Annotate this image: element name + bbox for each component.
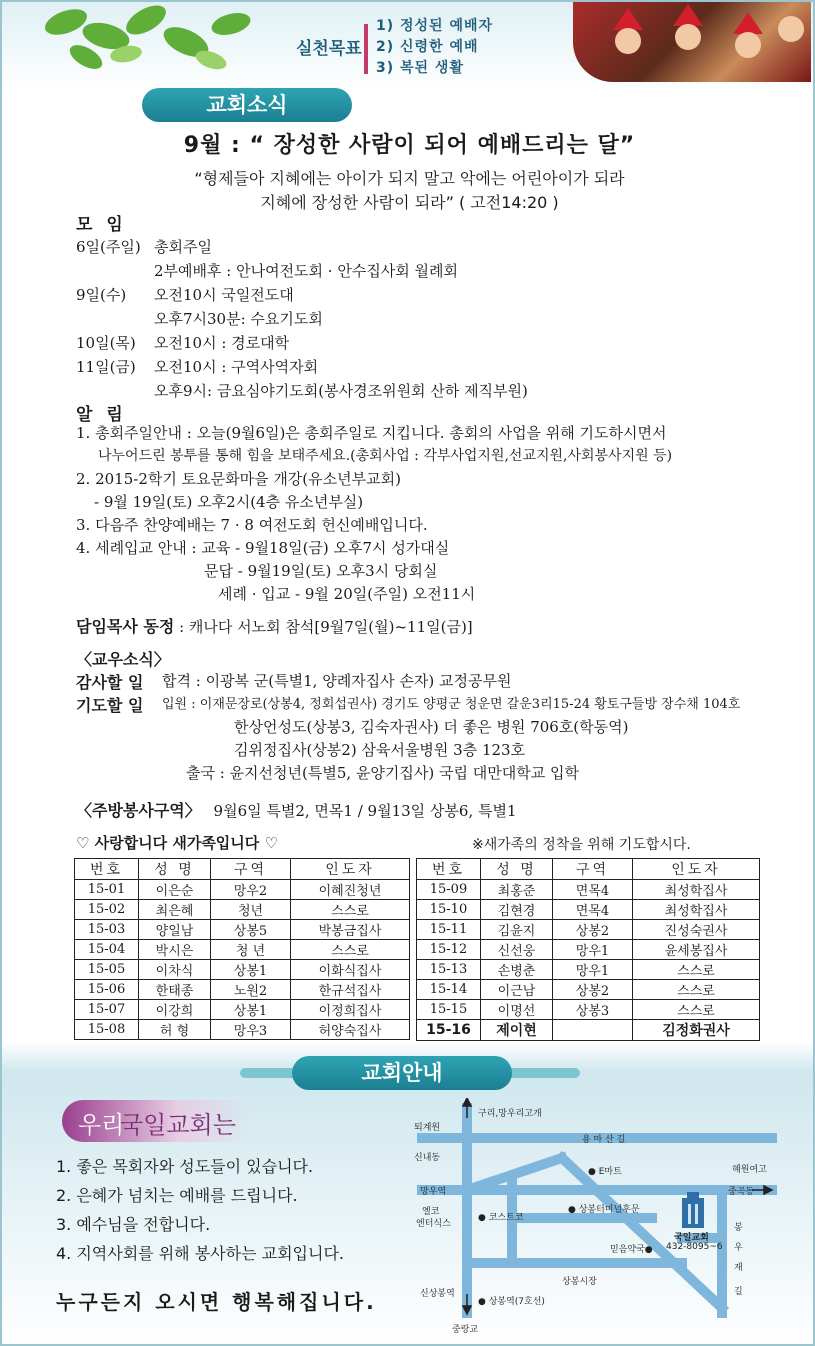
newcomers-table-left: [74, 858, 410, 1040]
kitchen-service-label: 〈주방봉사구역〉: [76, 801, 201, 820]
cell-district: 노원2: [211, 980, 291, 1000]
cell-name: 최홍준: [481, 880, 553, 900]
meeting-day: 10일(목): [76, 334, 136, 352]
map-label: 망우역: [420, 1187, 447, 1197]
notice-line: 나누어드린 봉투를 통해 힘을 보태주세요.(총회사업 : 각부사업지원,선교지원,사회봉사지원 등): [98, 448, 673, 464]
theme-quote-line2: 지혜에 장성한 사람이 되라” ( 고전14:20 ): [260, 193, 559, 212]
col-header: 구역: [211, 859, 291, 880]
table-row: [417, 1000, 760, 1020]
meeting-text: 2부예배후 : 안나여전도회 · 안수집사회 월례회: [154, 262, 459, 280]
cell-name: 김윤지: [481, 920, 553, 940]
cell-no: 15-06: [75, 980, 139, 1000]
map-label: ● 상봉역(7호선): [478, 1297, 545, 1307]
map-label: ● 상봉터미널후문: [568, 1205, 640, 1215]
col-header: 번호: [417, 859, 481, 880]
notice-line: 3. 다음주 찬양예배는 7 · 8 여전도회 헌신예배입니다.: [76, 516, 428, 534]
kitchen-service-text: 9월6일 특별2, 면목1 / 9월13일 상봉6, 특별1: [213, 802, 517, 820]
cell-no: 15-11: [417, 920, 481, 940]
map-label: 상봉시장: [562, 1277, 597, 1287]
table-row: [75, 880, 410, 900]
pray-line: 한상언성도(상봉3, 김숙자권사) 더 좋은 병원 706호(학동역): [234, 718, 629, 736]
cell-guide: 김정화권사: [633, 1020, 760, 1041]
map-label: 믿음약국●: [610, 1245, 653, 1255]
map-label: 신상봉역: [420, 1289, 455, 1299]
cell-district: 망우2: [211, 880, 291, 900]
month-theme-title: 9월 : “ 장성한 사람이 되어 예배드리는 달”: [183, 133, 636, 158]
cell-guide: 이혜진청년: [291, 880, 410, 900]
pray-label: 기도할 일: [76, 696, 144, 715]
notice-line: 4. 세례입교 안내 : 교육 - 9월18일(금) 오후7시 성가대실: [76, 539, 450, 557]
cell-district: [553, 1020, 633, 1041]
cell-guide: 진성숙권사: [633, 920, 760, 940]
meeting-text: 오전10시 : 구역사역자회: [154, 358, 319, 376]
thanks-label: 감사할 일: [76, 673, 144, 692]
meeting-text: 오전10시 국일전도대: [154, 286, 294, 304]
welcome-message: 누구든지 오시면 행복해집니다.: [56, 1290, 377, 1314]
col-header: 성 명: [139, 859, 211, 880]
cell-name: 한태종: [139, 980, 211, 1000]
table-row: [75, 1000, 410, 1020]
cell-no: 15-02: [75, 900, 139, 920]
cell-guide: 박봉금집사: [291, 920, 410, 940]
cell-guide: 스스로: [633, 980, 760, 1000]
cell-district: 망우1: [553, 960, 633, 980]
pray-line: 출국 : 윤지선청년(특별5, 윤양기집사) 국립 대만대학교 입학: [186, 764, 579, 782]
cell-name: 최은혜: [139, 900, 211, 920]
guide-section-label: 교회안내: [292, 1056, 512, 1090]
map-label: 신내동: [414, 1153, 441, 1163]
goals-list: [376, 16, 493, 79]
cell-name: 이차식: [139, 960, 211, 980]
cell-no: 15-13: [417, 960, 481, 980]
table-row: [417, 880, 760, 900]
col-header: 인도자: [291, 859, 410, 880]
cell-district: 상봉2: [553, 980, 633, 1000]
cell-name: 이근남: [481, 980, 553, 1000]
church-point: 4. 지역사회를 위해 봉사하는 교회입니다.: [56, 1244, 344, 1263]
church-point: 3. 예수님을 전합니다.: [56, 1215, 211, 1234]
notice-line: 1. 총회주일안내 : 오늘(9월6일)은 총회주일로 지킵니다. 총회의 사업을 위해 기도하시면서: [76, 424, 667, 442]
goal-item: 2) 신령한 예배: [376, 39, 479, 55]
cell-guide: 한규석집사: [291, 980, 410, 1000]
cell-guide: 이화식집사: [291, 960, 410, 980]
theme-quote-line1: “형제들아 지혜에는 아이가 되지 말고 악에는 어린아이가 되라: [194, 169, 625, 188]
cell-no: 15-07: [75, 1000, 139, 1020]
cell-name: 허 형: [139, 1020, 211, 1040]
church-building-icon: [682, 1192, 704, 1228]
map-label: 퇴계원: [414, 1123, 441, 1133]
meetings-heading: 모 임: [76, 215, 127, 235]
church-intro-title-2: 국일교회는: [120, 1111, 236, 1139]
table-row: [417, 920, 760, 940]
table-row: [417, 960, 760, 980]
church-point: 1. 좋은 목회자와 성도들이 있습니다.: [56, 1157, 314, 1176]
cell-district: 청 년: [211, 940, 291, 960]
pastor-news-text: : 캐나다 서노회 참석[9월7일(월)~11일(금)]: [174, 618, 473, 636]
notice-line: 문답 - 9월19일(토) 오후3시 당회실: [204, 562, 438, 580]
church-location-map: [412, 1098, 792, 1338]
cell-no: 15-03: [75, 920, 139, 940]
cell-name: 박시은: [139, 940, 211, 960]
meeting-text: 총회주일: [154, 238, 212, 256]
member-news-label: 〈교우소식〉: [76, 650, 170, 669]
leaves-decoration: [26, 2, 266, 72]
cell-guide: 이정희집사: [291, 1000, 410, 1020]
map-label: 국일교회: [674, 1233, 709, 1243]
cell-guide: 윤세봉집사: [633, 940, 760, 960]
map-label: 옐코: [422, 1207, 440, 1217]
goals-label: 실천목표: [296, 39, 362, 59]
pray-line: 김위정집사(상봉2) 삼육서울병원 3층 123호: [234, 741, 526, 759]
cell-name: 이강희: [139, 1000, 211, 1020]
table-row: [417, 980, 760, 1000]
cell-no: 15-01: [75, 880, 139, 900]
cell-name: 이명선: [481, 1000, 553, 1020]
notice-line: 2. 2015-2학기 토요문화마을 개강(유소년부교회): [76, 470, 401, 488]
church-intro-title: [62, 1100, 252, 1142]
cell-district: 상봉3: [553, 1000, 633, 1020]
map-label: 432-8095~6: [666, 1242, 723, 1252]
cell-no: 15-04: [75, 940, 139, 960]
cell-no: 15-14: [417, 980, 481, 1000]
map-label: 혜원여고: [732, 1165, 767, 1175]
meeting-day: 11일(금): [76, 358, 136, 376]
goals-divider: [364, 24, 368, 74]
cell-district: 망우1: [553, 940, 633, 960]
cell-name: 손병춘: [481, 960, 553, 980]
cell-no: 15-08: [75, 1020, 139, 1040]
cell-no: 15-09: [417, 880, 481, 900]
kitchen-service: [76, 798, 517, 821]
cell-name: 양일남: [139, 920, 211, 940]
meeting-day: 9일(수): [76, 286, 127, 304]
cell-name: 제이현: [481, 1020, 553, 1041]
table-row: [75, 960, 410, 980]
cell-no: 15-15: [417, 1000, 481, 1020]
table-row: [75, 940, 410, 960]
notice-line: - 9월 19일(토) 오후2시(4층 유소년부실): [94, 493, 364, 511]
notices-heading: 알 림: [76, 405, 127, 425]
meeting-text: 오후7시30분: 수요기도회: [154, 310, 323, 328]
cell-district: 청년: [211, 900, 291, 920]
map-label: ● E마트: [588, 1167, 622, 1177]
cell-guide: 스스로: [291, 940, 410, 960]
table-header-row: [417, 859, 760, 880]
pray-line: 입원 : 이재문장로(상봉4, 정회섭권사) 경기도 양평군 청운면 갈운3리15-24 황토구들방 장수채 104호: [162, 697, 741, 712]
goal-item: 3) 복된 생활: [376, 60, 464, 76]
map-label: 우: [734, 1243, 743, 1253]
cell-guide: 허양숙집사: [291, 1020, 410, 1040]
pastor-news-label: 담임목사 동정: [76, 617, 175, 636]
col-header: 구역: [553, 859, 633, 880]
cell-district: 상봉2: [553, 920, 633, 940]
map-label: 재: [734, 1263, 743, 1273]
cell-guide: 스스로: [291, 900, 410, 920]
cell-name: 이은순: [139, 880, 211, 900]
cell-district: 상봉1: [211, 1000, 291, 1020]
thanks-text: 합격 : 이광복 군(특별1, 양례자집사 손자) 교정공무원: [162, 672, 512, 690]
cell-no: 15-05: [75, 960, 139, 980]
col-header: 인도자: [633, 859, 760, 880]
christmas-photo: [573, 2, 811, 82]
cell-guide: 최성학집사: [633, 880, 760, 900]
cell-district: 상봉5: [211, 920, 291, 940]
map-label: 중랑교: [452, 1325, 479, 1335]
meeting-day: 6일(주일): [76, 238, 141, 256]
church-intro-title-1: 우리: [78, 1111, 125, 1139]
map-label: 봉: [734, 1223, 743, 1233]
notice-line: 세례 · 입교 - 9월 20일(주일) 오전11시: [218, 585, 476, 603]
table-row: [417, 1020, 760, 1041]
col-header: 번호: [75, 859, 139, 880]
cell-guide: 스스로: [633, 1000, 760, 1020]
news-section-label: 교회소식: [142, 88, 352, 122]
table-row: [75, 1020, 410, 1040]
cell-no: 15-12: [417, 940, 481, 960]
cell-district: 망우3: [211, 1020, 291, 1040]
map-label: 중곡동: [728, 1187, 755, 1197]
map-label: 엔터식스: [416, 1219, 451, 1229]
cell-no: 15-10: [417, 900, 481, 920]
church-point: 2. 은혜가 넘치는 예배를 드립니다.: [56, 1186, 298, 1205]
cell-district: 상봉1: [211, 960, 291, 980]
cell-guide: 스스로: [633, 960, 760, 980]
newcomers-note: ※새가족의 정착을 위해 기도합시다.: [472, 837, 691, 853]
table-row: [75, 920, 410, 940]
goal-item: 1) 정성된 예배자: [376, 18, 494, 34]
cell-name: 신선웅: [481, 940, 553, 960]
table-row: [417, 900, 760, 920]
map-label: 길: [734, 1287, 743, 1297]
cell-guide: 최성학집사: [633, 900, 760, 920]
pastor-news: [76, 614, 473, 637]
meeting-text: 오후9시: 금요심야기도회(봉사경조위원회 산하 제직부원): [154, 382, 528, 400]
church-points: [56, 1152, 344, 1268]
cell-name: 김현경: [481, 900, 553, 920]
col-header: 성 명: [481, 859, 553, 880]
cell-district: 면목4: [553, 880, 633, 900]
table-row: [75, 980, 410, 1000]
cell-district: 면목4: [553, 900, 633, 920]
newcomers-title: ♡ 사랑합니다 새가족입니다 ♡: [76, 834, 278, 852]
meeting-text: 오전10시 : 경로대학: [154, 334, 290, 352]
cell-no: 15-16: [417, 1020, 481, 1041]
table-row: [417, 940, 760, 960]
newcomers-table-right: [416, 858, 760, 1041]
map-label: ● 코스트코: [478, 1213, 524, 1223]
table-row: [75, 900, 410, 920]
map-label: 용 마 산 길: [582, 1135, 626, 1145]
map-label: 구리,망우리고개: [478, 1109, 542, 1119]
table-header-row: [75, 859, 410, 880]
